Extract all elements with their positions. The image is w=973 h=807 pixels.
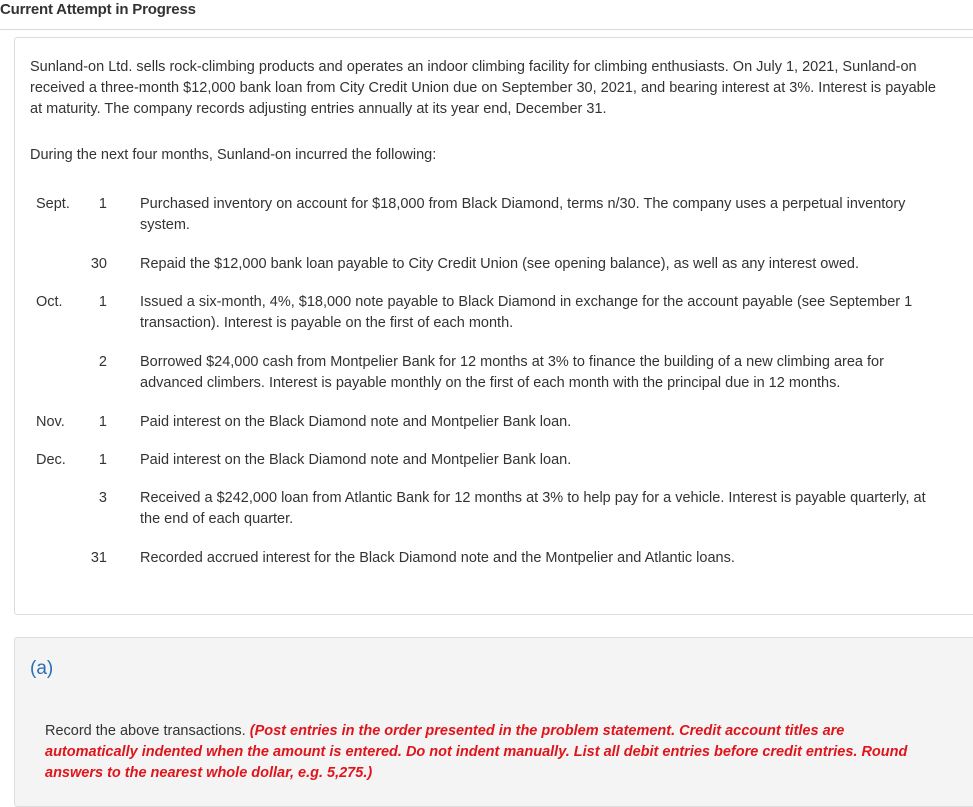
transaction-day: 31 [90, 550, 107, 566]
transaction-description: Received a $242,000 loan from Atlantic Bank for 12 months at 3% to help pay for a vehicle. Interest is payable quarterly, at the end of each quarter. [140, 490, 926, 527]
transaction-month: Sept. [36, 196, 70, 212]
transaction-description: Borrowed $24,000 cash from Montpelier Bank for 12 months at 3% to finance the building of a new climbing area for advanced climbers. Interest is payable monthly on the first of each month with the principal due in 12 months. [140, 354, 884, 391]
transaction-day: 30 [90, 256, 107, 272]
transaction-day: 1 [98, 196, 107, 212]
problem-intro: Sunland-on Ltd. sells rock-climbing products and operates an indoor climbing facility for climbing enthusiasts. On July 1, 2021, Sunland-on received a three-month $12,000 bank loan from City Credit Union due on September 30, 2021, and bearing interest at 3%. Interest is payable at maturity. The company records adjusting entries annually at its year end, December 31. [30, 59, 936, 117]
part-a-label: (a) [30, 658, 54, 679]
transaction-day: 1 [98, 452, 107, 468]
transaction-month: Nov. [36, 414, 65, 430]
transaction-description: Paid interest on the Black Diamond note and Montpelier Bank loan. [140, 414, 572, 430]
problem-during-text: During the next four months, Sunland-on incurred the following: [30, 147, 437, 163]
transaction-description: Issued a six-month, 4%, $18,000 note payable to Black Diamond in exchange for the account payable (see September 1 transaction). Interest is payable on the first of each month. [140, 294, 913, 331]
transaction-description: Purchased inventory on account for $18,000 from Black Diamond, terms n/30. The company uses a perpetual inventory system. [140, 196, 906, 233]
instructions-lead: Record the above transactions. [45, 723, 246, 739]
attempt-header [0, 0, 973, 30]
transaction-month: Dec. [36, 452, 66, 468]
problem-panel [14, 37, 973, 615]
attempt-title: Current Attempt in Progress [0, 1, 196, 18]
transaction-day: 1 [98, 414, 107, 430]
transaction-description: Repaid the $12,000 bank loan payable to City Credit Union (see opening balance), as well as any interest owed. [140, 256, 860, 272]
transaction-description: Recorded accrued interest for the Black Diamond note and the Montpelier and Atlantic loans. [140, 550, 735, 566]
transaction-description: Paid interest on the Black Diamond note and Montpelier Bank loan. [140, 452, 572, 468]
part-a-instructions [45, 721, 925, 784]
part-a-panel [14, 637, 973, 807]
transaction-day: 3 [98, 490, 107, 506]
instructions-note: (Post entries in the order presented in the problem statement. Credit account titles are automatically indented when the amount is entered. Do not indent manually. List all debit entries before credit entries. Round answers to the nearest whole dollar, e.g. 5,275.) [45, 723, 908, 781]
transaction-month: Oct. [36, 294, 63, 310]
transaction-day: 2 [98, 354, 107, 370]
transaction-day: 1 [98, 294, 107, 310]
